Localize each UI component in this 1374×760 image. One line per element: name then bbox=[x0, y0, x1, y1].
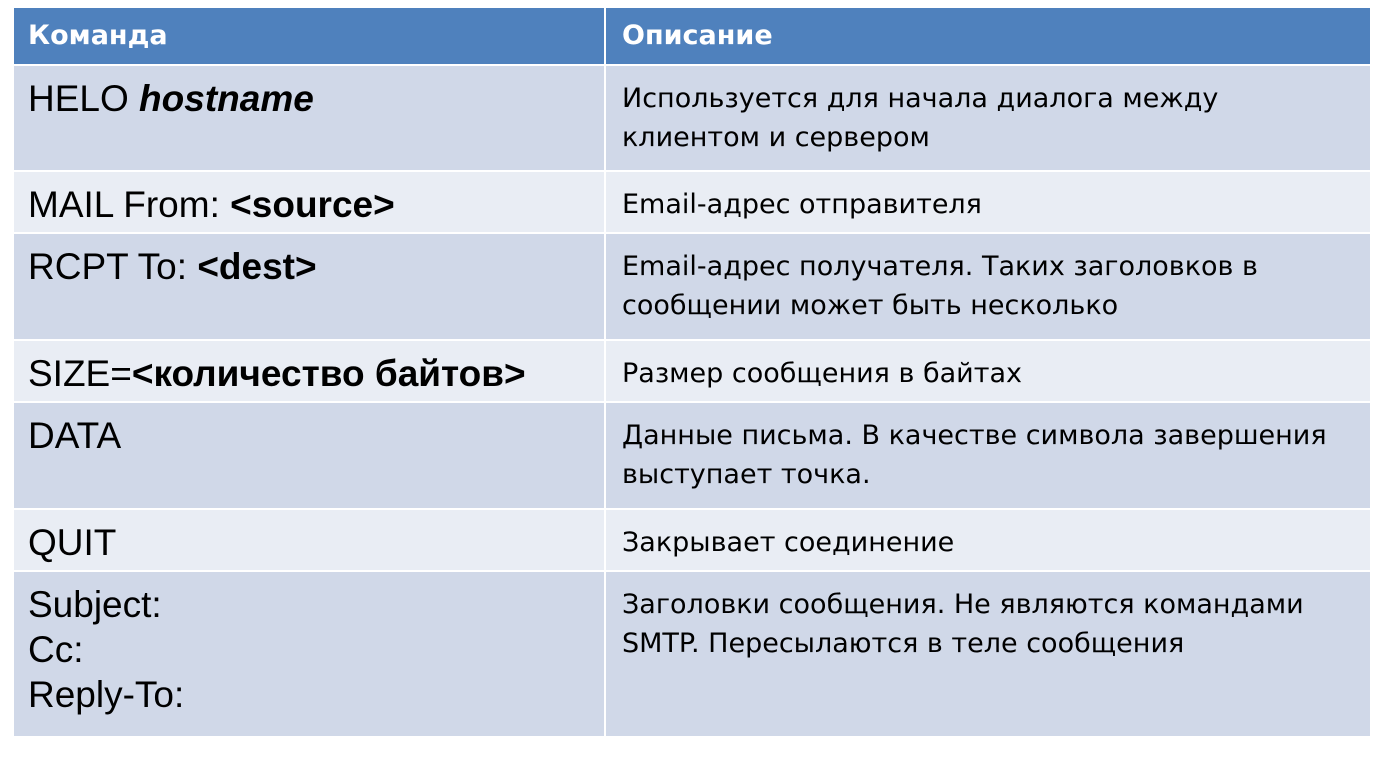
command-cell bbox=[13, 233, 605, 340]
description-cell: Закрывает соединение bbox=[605, 509, 1371, 571]
command-argument: <source> bbox=[230, 184, 395, 225]
command-name: DATA bbox=[28, 415, 122, 456]
description-column-header: Описание bbox=[605, 7, 1371, 65]
table-row bbox=[13, 571, 1371, 737]
command-argument: <dest> bbox=[197, 246, 317, 287]
description-cell: Email-адрес отправителя bbox=[605, 171, 1371, 233]
command-cell bbox=[13, 402, 605, 509]
header-cc: Cc: bbox=[28, 629, 84, 671]
table-row bbox=[13, 340, 1371, 402]
command-name: HELO bbox=[28, 78, 140, 119]
description-cell: Используется для начала диалога между клиентом и сервером bbox=[605, 65, 1371, 171]
command-name: QUIT bbox=[28, 522, 117, 563]
description-cell: Email-адрес получателя. Таких заголовков в сообщении может быть несколько bbox=[605, 233, 1371, 340]
command-argument: hostname bbox=[139, 78, 314, 119]
command-name: RCPT To: bbox=[28, 246, 198, 287]
table-header-row bbox=[13, 7, 1371, 65]
description-cell: Данные письма. В качестве символа завершения выступает точка. bbox=[605, 402, 1371, 509]
command-cell bbox=[13, 509, 605, 571]
header-reply-to: Reply-To: bbox=[28, 674, 185, 716]
command-argument: <количество байтов> bbox=[131, 353, 526, 394]
table-row bbox=[13, 402, 1371, 509]
table-row bbox=[13, 171, 1371, 233]
description-cell: Размер сообщения в байтах bbox=[605, 340, 1371, 402]
table-row bbox=[13, 233, 1371, 340]
command-cell bbox=[13, 65, 605, 171]
table-row bbox=[13, 65, 1371, 171]
command-name: MAIL From: bbox=[28, 184, 231, 225]
description-cell: Заголовки сообщения. Не являются командами SMTP. Пересылаются в теле сообщения bbox=[605, 571, 1371, 737]
command-cell bbox=[13, 171, 605, 233]
table-row bbox=[13, 509, 1371, 571]
smtp-commands-table bbox=[12, 6, 1372, 738]
command-cell bbox=[13, 340, 605, 402]
header-subject: Subject: bbox=[28, 584, 162, 625]
command-column-header: Команда bbox=[13, 7, 605, 65]
command-name: SIZE= bbox=[28, 353, 132, 394]
command-cell bbox=[13, 571, 605, 737]
